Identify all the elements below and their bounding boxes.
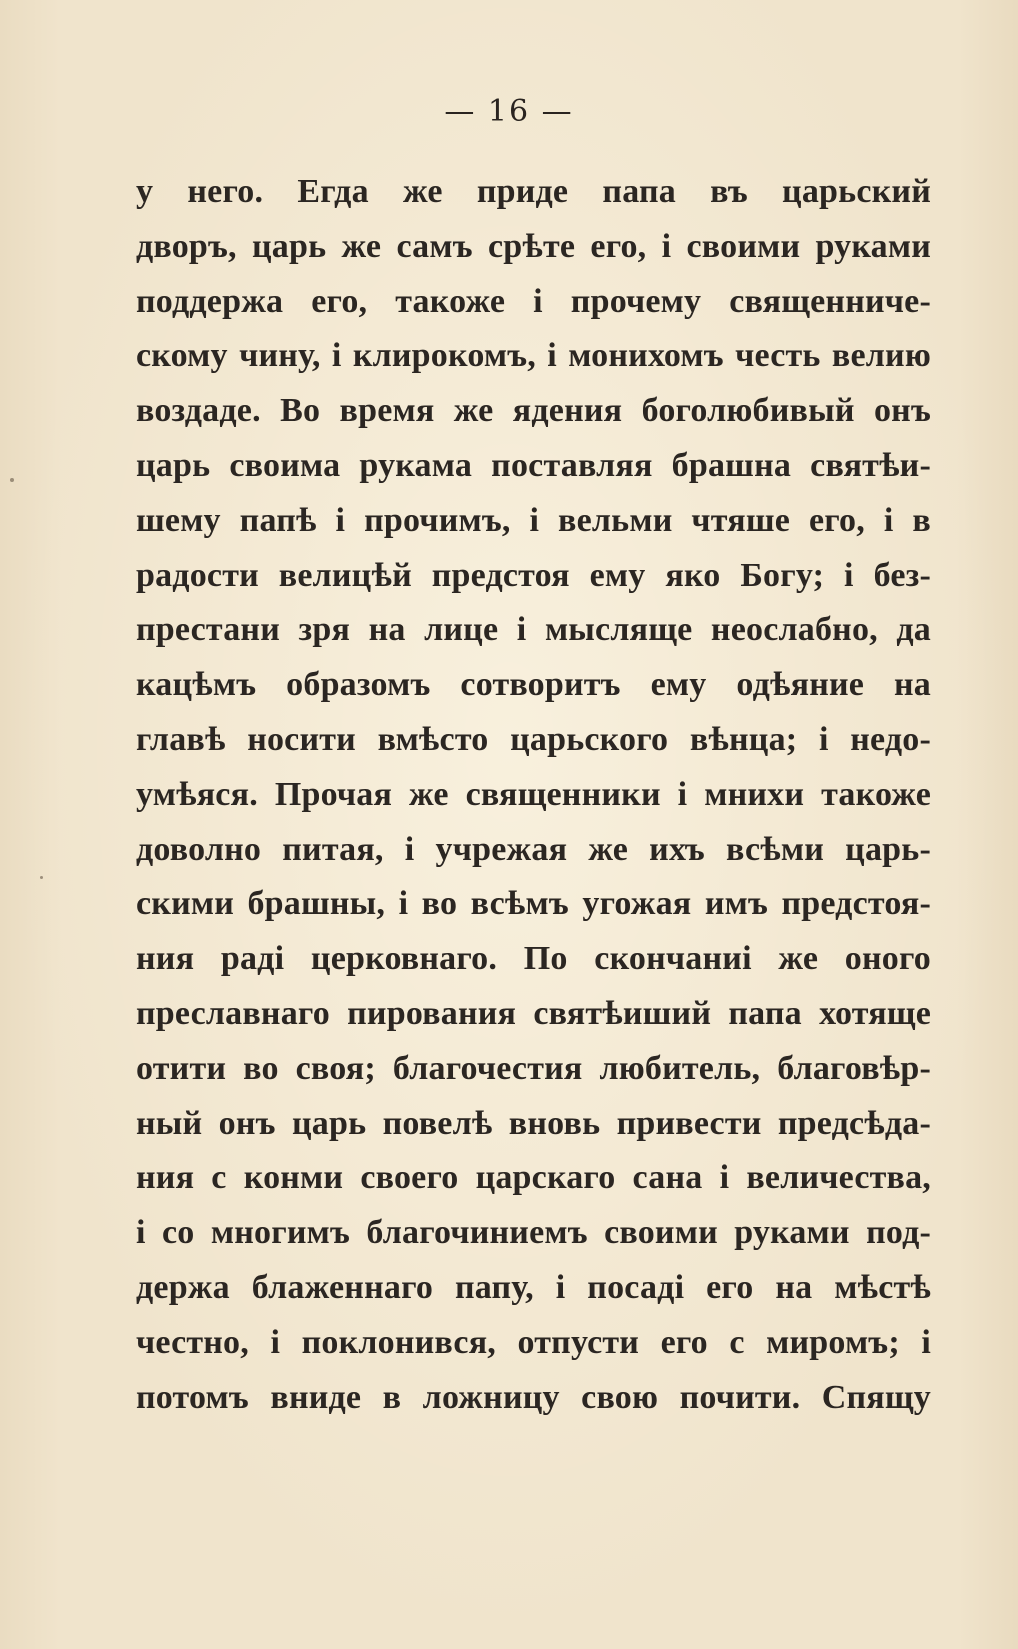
text-line: потомъ вниде в ложницу свою почити. Спящу bbox=[136, 1378, 931, 1416]
text-line: радости велицѣй предстоя ему яко Богу; і без- bbox=[136, 556, 931, 594]
text-line: отити во своя; благочестия любитель, благовѣр- bbox=[136, 1049, 931, 1087]
text-line: царь своима рукама поставляя брашна святѣи- bbox=[136, 446, 931, 484]
paper-speck bbox=[10, 478, 14, 482]
text-line: воздаде. Во время же ядения боголюбивый онъ bbox=[136, 392, 931, 430]
text-line: ния с конми своего царскаго сана і величества, bbox=[136, 1159, 931, 1197]
text-line: преславнаго пирования святѣиший папа хотяще bbox=[136, 994, 931, 1032]
text-line: ный онъ царь повелѣ вновь привести предсѣда- bbox=[136, 1104, 931, 1142]
text-line: і со многимъ благочиниемъ своими руками под- bbox=[136, 1214, 931, 1252]
text-line: честно, і поклонився, отпусти его с миромъ; і bbox=[136, 1323, 931, 1361]
text-line: умѣяся. Прочая же священники і мнихи такоже bbox=[136, 775, 931, 813]
text-line: поддержа его, такоже і прочему священниче- bbox=[136, 282, 931, 320]
text-line: скому чину, і клирокомъ, і монихомъ честь велию bbox=[136, 337, 931, 375]
text-line: кацѣмъ образомъ сотворитъ ему одѣяние на bbox=[136, 666, 931, 704]
text-line: шему папѣ і прочимъ, і вельми чтяше его, і в bbox=[136, 501, 931, 539]
text-line: держа блаженнаго папу, і посаді его на мѣстѣ bbox=[136, 1268, 931, 1306]
text-line: у него. Егда же приде папа въ царьский bbox=[136, 173, 931, 210]
text-line: доволно питая, і учрежая же ихъ всѣми царь- bbox=[136, 830, 931, 868]
text-line: дворъ, царь же самъ срѣте его, і своими руками bbox=[136, 227, 931, 265]
text-line: престани зря на лице і мысляще неослабно, да bbox=[136, 611, 931, 649]
text-line: скими брашны, і во всѣмъ угожая имъ предстоя- bbox=[136, 885, 931, 923]
text-line: ния раді церковнаго. По скончаниі же оного bbox=[136, 940, 931, 978]
page-number: — 16 — bbox=[444, 94, 574, 129]
body-text bbox=[136, 165, 931, 1425]
paper-speck bbox=[40, 876, 43, 879]
text-line: главѣ носити вмѣсто царьского вѣнца; і недо- bbox=[136, 720, 931, 758]
